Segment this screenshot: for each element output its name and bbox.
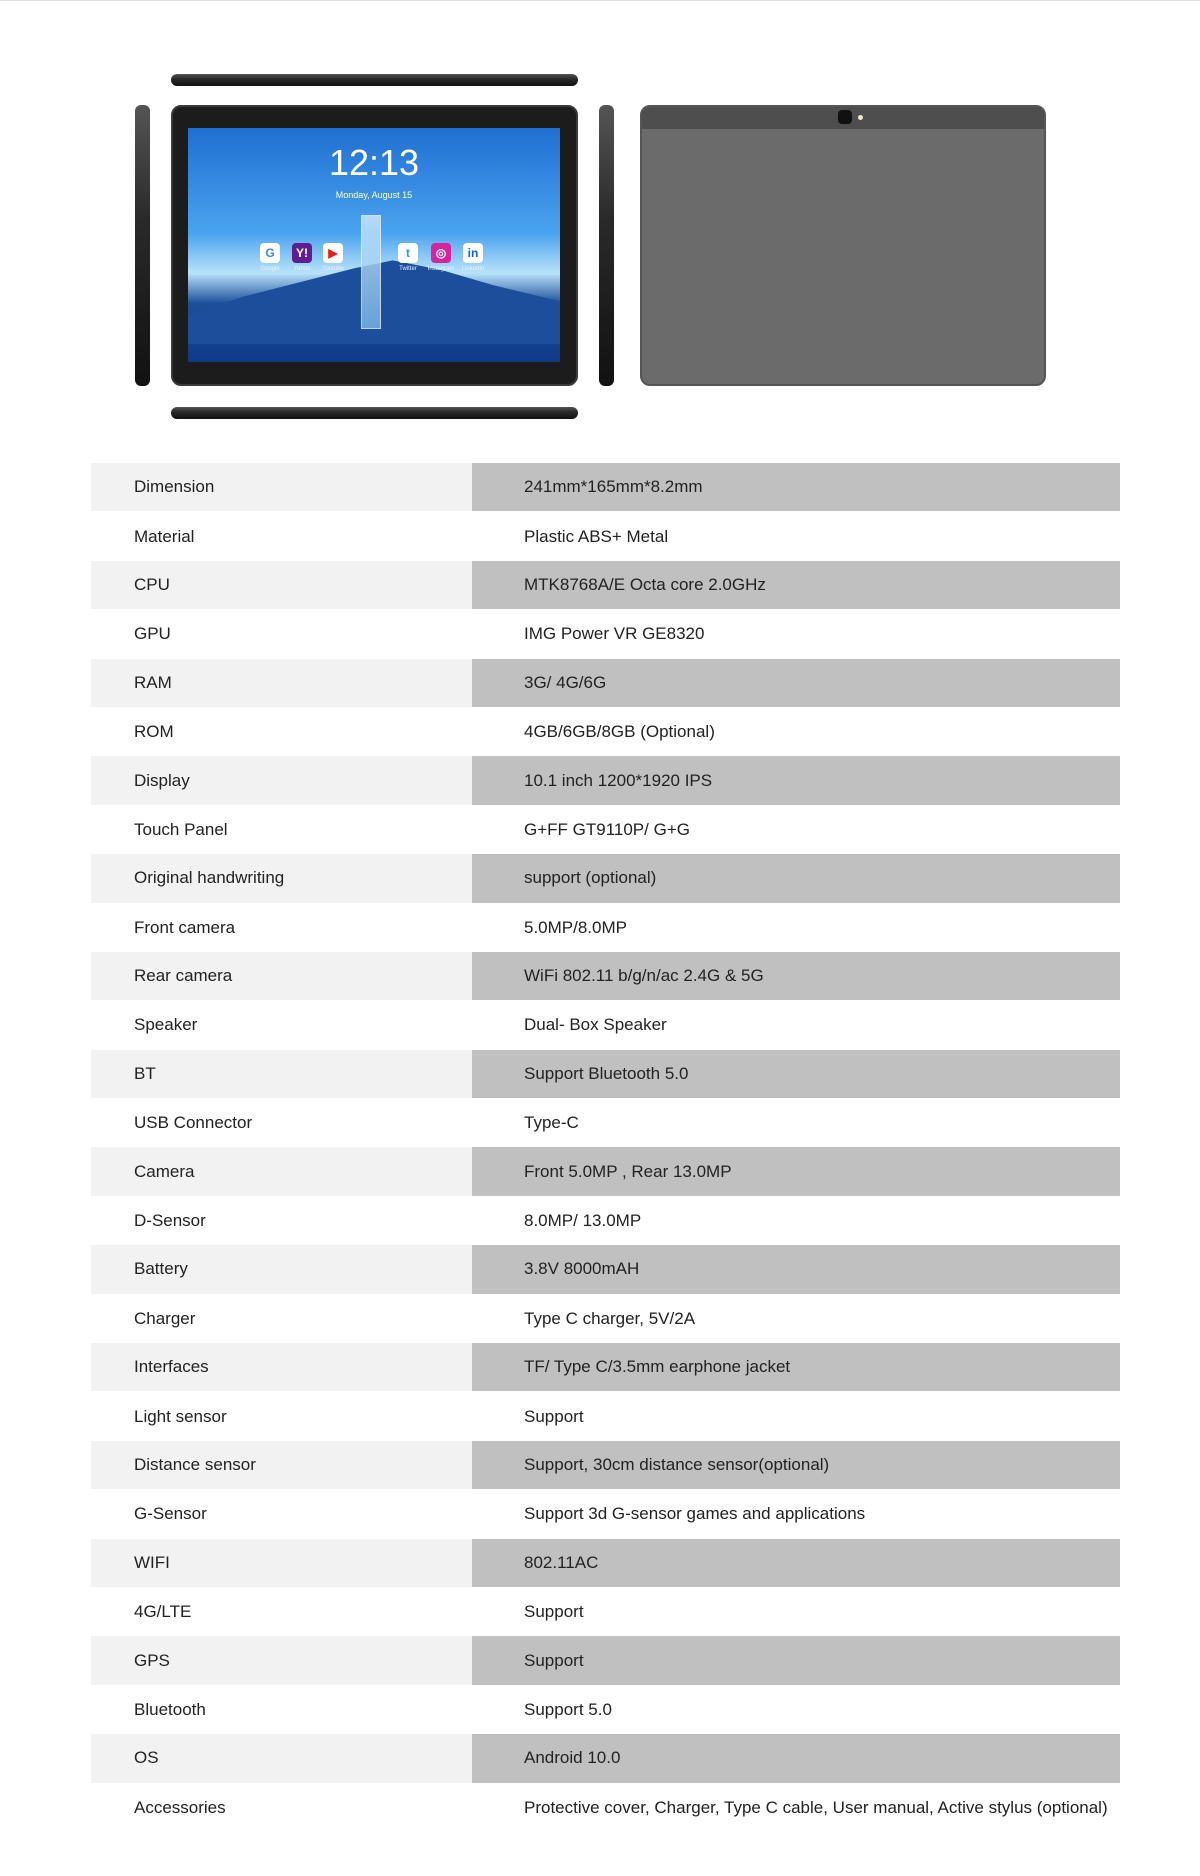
spec-label: CPU <box>91 561 472 610</box>
app-label-linkedin: LinkedIn <box>461 266 485 272</box>
spec-value: 3.8V 8000mAH <box>472 1245 1120 1294</box>
spec-row <box>91 1001 1120 1050</box>
spec-row <box>91 1196 1120 1245</box>
spec-value: Android 10.0 <box>472 1734 1120 1783</box>
spec-value: 3G/ 4G/6G <box>472 659 1120 708</box>
spec-row <box>91 707 1120 756</box>
spec-value: WiFi 802.11 b/g/n/ac 2.4G & 5G <box>472 952 1120 1001</box>
spec-row <box>91 1587 1120 1636</box>
app-label-twitter: Twitter <box>399 266 417 272</box>
spec-label: BT <box>91 1050 472 1099</box>
spec-row <box>91 1539 1120 1588</box>
spec-value: Support <box>524 1602 584 1622</box>
app-icon-instagram: ◎ <box>431 243 451 263</box>
spec-row <box>91 1343 1120 1392</box>
spec-label: 4G/LTE <box>134 1602 192 1622</box>
spec-row <box>91 561 1120 610</box>
spec-label: Display <box>91 756 472 805</box>
flash-icon <box>858 115 863 120</box>
spec-label: Charger <box>134 1308 196 1328</box>
spec-label: GPU <box>134 624 171 644</box>
spec-row <box>91 952 1120 1001</box>
spec-value: Support 5.0 <box>524 1699 612 1719</box>
spec-row <box>91 1245 1120 1294</box>
spec-row <box>91 659 1120 708</box>
app-label-yahoo: Yahoo <box>293 266 311 272</box>
spec-row <box>91 1050 1120 1099</box>
spec-label: Rear camera <box>91 952 472 1001</box>
spec-label: Accessories <box>134 1797 226 1817</box>
spec-row <box>91 805 1120 854</box>
lockscreen-date: Monday, August 15 <box>335 190 413 200</box>
spec-value: Front 5.0MP , Rear 13.0MP <box>472 1147 1120 1196</box>
spec-row <box>91 1441 1120 1490</box>
spec-label: Camera <box>91 1147 472 1196</box>
spec-label: USB Connector <box>134 1113 253 1133</box>
spec-row <box>91 1392 1120 1441</box>
spec-value: Plastic ABS+ Metal <box>524 526 669 546</box>
spec-table <box>91 463 1120 1832</box>
spec-value: Support <box>524 1406 584 1426</box>
spec-label: Front camera <box>134 917 236 937</box>
app-icon-twitter: t <box>398 243 418 263</box>
tablet-right-side-image <box>599 105 614 386</box>
spec-value: Support, 30cm distance sensor(optional) <box>472 1441 1120 1490</box>
spec-label: Touch Panel <box>134 819 228 839</box>
spec-label: Material <box>134 526 195 546</box>
spec-label: Battery <box>91 1245 472 1294</box>
spec-value: Support Bluetooth 5.0 <box>472 1050 1120 1099</box>
spec-label: Bluetooth <box>134 1699 206 1719</box>
spec-value: IMG Power VR GE8320 <box>524 624 705 644</box>
spec-label: Interfaces <box>91 1343 472 1392</box>
spec-row <box>91 854 1120 903</box>
app-icon-linkedin: in <box>463 243 483 263</box>
spec-value: Type C charger, 5V/2A <box>524 1308 696 1328</box>
spec-value: MTK8768A/E Octa core 2.0GHz <box>472 561 1120 610</box>
spec-row <box>91 512 1120 561</box>
app-label-youtube: Youtube <box>322 266 344 272</box>
spec-label: Speaker <box>134 1015 198 1035</box>
app-label-google: Google <box>260 266 280 272</box>
spec-value: 5.0MP/8.0MP <box>524 917 627 937</box>
tablet-back-image <box>640 105 1046 386</box>
rear-camera-icon <box>838 110 852 124</box>
spec-value: Support 3d G-sensor games and applications <box>524 1504 866 1524</box>
spec-value: 8.0MP/ 13.0MP <box>524 1211 642 1231</box>
spec-row <box>91 903 1120 952</box>
spec-row <box>91 463 1120 512</box>
spec-label: Distance sensor <box>91 1441 472 1490</box>
spec-label: ROM <box>134 722 174 742</box>
spec-label: Original handwriting <box>91 854 472 903</box>
spec-label: Dimension <box>91 463 472 512</box>
spec-label: GPS <box>91 1636 472 1685</box>
spec-value: Support <box>472 1636 1120 1685</box>
spec-row <box>91 1099 1120 1148</box>
spec-label: Light sensor <box>134 1406 227 1426</box>
spec-label: RAM <box>91 659 472 708</box>
spec-row <box>91 1147 1120 1196</box>
tablet-screen <box>188 128 560 362</box>
spec-value: support (optional) <box>472 854 1120 903</box>
spec-row <box>91 1636 1120 1685</box>
spec-row <box>91 756 1120 805</box>
app-icons <box>188 243 560 283</box>
spec-value: TF/ Type C/3.5mm earphone jacket <box>472 1343 1120 1392</box>
spec-value: 241mm*165mm*8.2mm <box>472 463 1120 512</box>
spec-value: 802.11AC <box>472 1539 1120 1588</box>
spec-value: Dual- Box Speaker <box>524 1015 667 1035</box>
app-label-instagram: Instagram <box>427 266 455 272</box>
spec-label: G-Sensor <box>134 1504 207 1524</box>
lockscreen-time: 12:13 <box>328 142 420 183</box>
spec-value: Protective cover, Charger, Type C cable, User manual, Active stylus (optional) <box>524 1797 1108 1817</box>
top-divider <box>0 0 1200 1</box>
spec-row <box>91 1685 1120 1734</box>
spec-value: 4GB/6GB/8GB (Optional) <box>524 722 715 742</box>
spec-label: WIFI <box>91 1539 472 1588</box>
spec-value: 10.1 inch 1200*1920 IPS <box>472 756 1120 805</box>
app-icon-yahoo: Y! <box>292 243 312 263</box>
spec-row <box>91 610 1120 659</box>
tablet-top-edge-image <box>171 74 578 86</box>
app-icon-google: G <box>260 243 280 263</box>
spec-row <box>91 1734 1120 1783</box>
spec-label: OS <box>91 1734 472 1783</box>
tablet-bottom-edge-image <box>171 407 578 419</box>
spec-label: D-Sensor <box>134 1211 206 1231</box>
tablet-left-side-image <box>135 105 150 386</box>
spec-row <box>91 1294 1120 1343</box>
spec-row <box>91 1490 1120 1539</box>
spec-row <box>91 1783 1120 1832</box>
spec-value: Type-C <box>524 1113 579 1133</box>
app-icon-youtube: ▶ <box>323 243 343 263</box>
spec-value: G+FF GT9110P/ G+G <box>524 819 690 839</box>
